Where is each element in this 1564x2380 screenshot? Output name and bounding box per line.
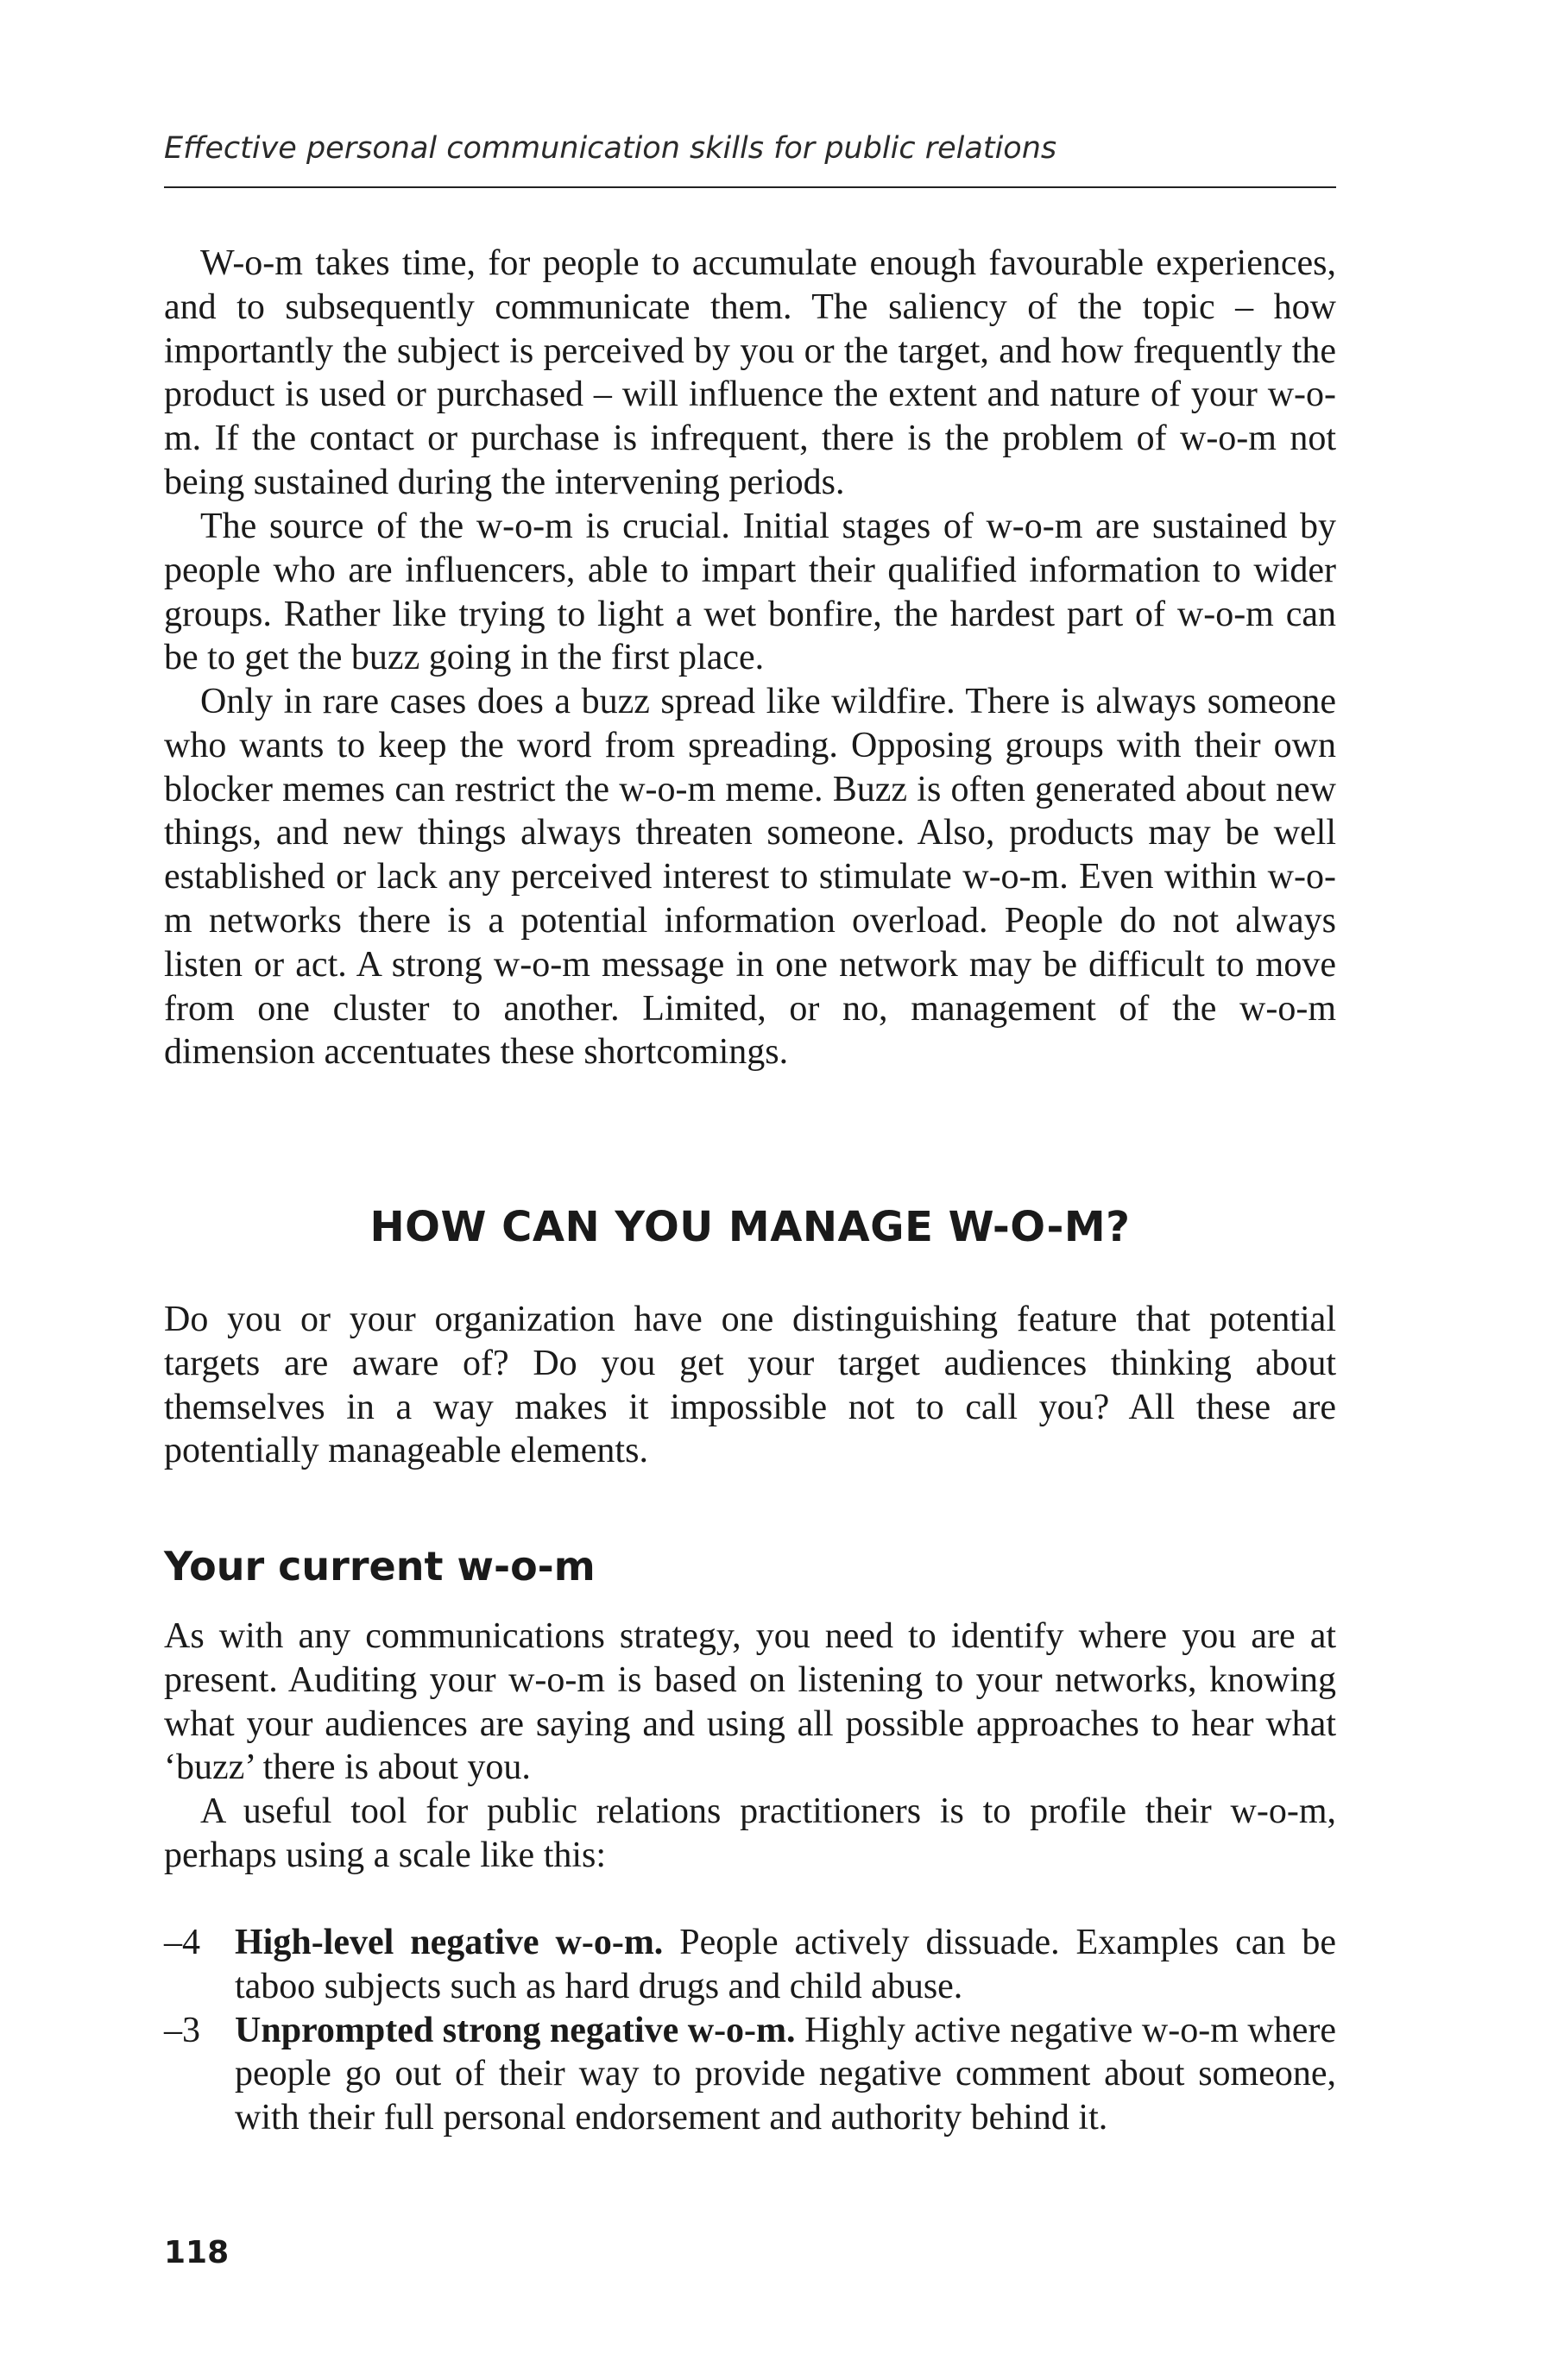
paragraph-profile-tool: A useful tool for public relations practitioners is to profile their w-o-m, perhaps using a scale like this: <box>164 1791 1336 1875</box>
paragraph-source: The source of the w-o-m is crucial. Initial stages of w-o-m are sustained by people who are influencers, able to impart their qualified information to wider groups. Rather like trying to light a wet bonfire, the hardest part of w-o-m can be to get the buzz going in the first place. <box>164 507 1336 678</box>
wom-scale-list <box>164 1921 1336 2140</box>
scale-description <box>235 2009 1336 2140</box>
scale-number: –4 <box>164 1923 200 1962</box>
scale-item <box>164 2009 1336 2140</box>
scale-term: Unprompted strong negative w-o-m. <box>235 2010 796 2050</box>
paragraph-manage: Do you or your organization have one distinguishing feature that potential targets are aware of? Do you get your target audiences thinking about themselves in a way makes it impossible not to call you? All these are potentially manageable elements. <box>164 1300 1336 1471</box>
running-head: Effective personal communication skills for public relations <box>164 131 1057 166</box>
sub-heading: Your current w-o-m <box>164 1543 596 1590</box>
section-heading: HOW CAN YOU MANAGE W-O-M? <box>369 1203 1131 1251</box>
scale-number: –3 <box>164 2010 200 2050</box>
scale-term: High-level negative w-o-m. <box>235 1923 664 1962</box>
header-rule <box>164 186 1336 188</box>
paragraph-audit: As with any communications strategy, you need to identify where you are at present. Auditing your w-o-m is based on listening to your networks, knowing what your audiences are saying and using all possible approaches to hear what ‘buzz’ there is about you. <box>164 1616 1336 1788</box>
scale-item <box>164 1921 1336 2009</box>
paragraph-wildfire: Only in rare cases does a buzz spread like wildfire. There is always someone who wants to keep the word from spreading. Opposing groups with their own blocker memes can restrict the w-o-m meme. Buzz is often generated about new things, and new things always threaten someone. Also, products may be well established or lack any perceived interest to stimulate w-o-m. Even within w-o-m networks there is a potential information overload. People do not always listen or act. A strong w-o-m message in one network may be difficult to move from one cluster to another. Limited, or no, management of the w-o-m dimension accentuates these shortcomings. <box>164 682 1336 1073</box>
scale-text: Highly active negative w-o-m where people go out of their way to provide negative comment about someone, with their full personal endorsement and authority behind it. <box>235 2010 1337 2138</box>
scale-description <box>235 1921 1336 2009</box>
paragraph-saliency: W-o-m takes time, for people to accumulate enough favourable experiences, and to subsequently communicate them. The saliency of the topic – how importantly the subject is perceived by you or the target, and how frequently the product is used or purchased – will influence the extent and nature of your w-o-m. If the contact or purchase is infrequent, there is the problem of w-o-m not being sustained during the intervening periods. <box>164 243 1336 502</box>
page-number: 118 <box>164 2235 230 2270</box>
scale-text: People actively dissuade. Examples can be taboo subjects such as hard drugs and child abuse. <box>235 1923 1337 2006</box>
